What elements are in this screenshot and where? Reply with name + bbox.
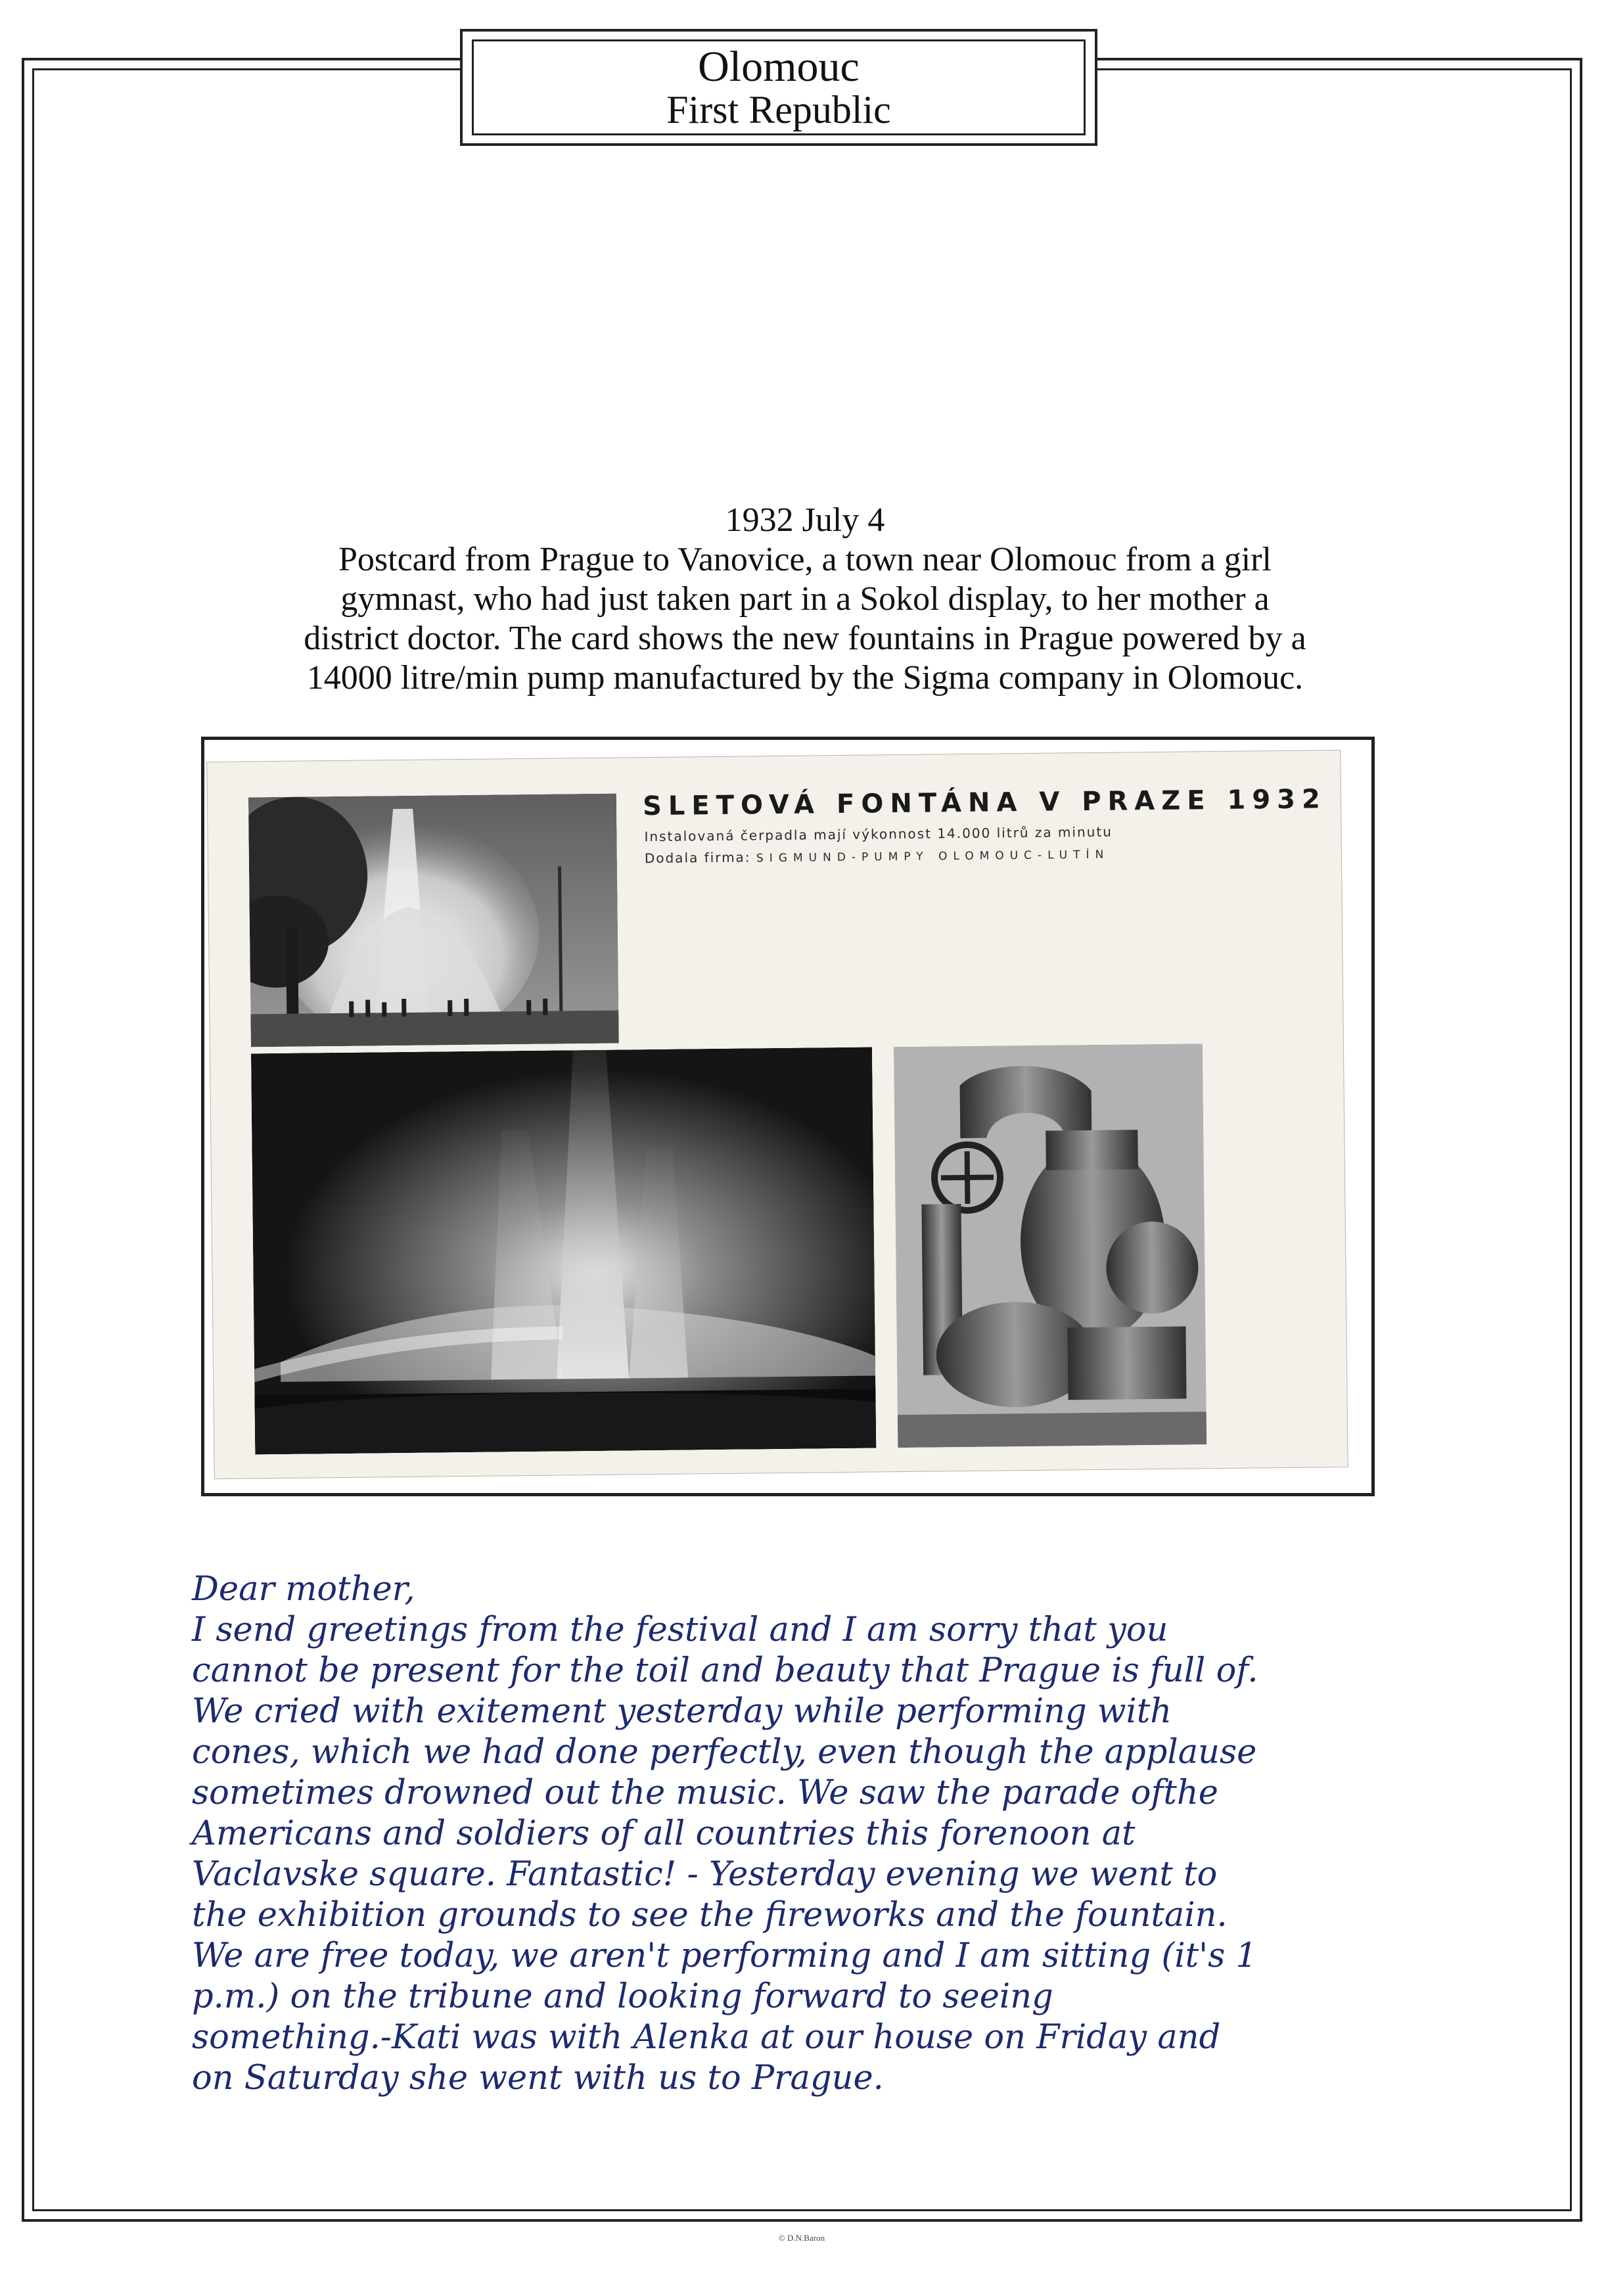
description-date: 1932 July 4 — [725, 501, 885, 539]
description-line: district doctor. The card shows the new fountains in Prague powered by a — [304, 620, 1306, 657]
pump-machinery-image — [894, 1044, 1206, 1448]
description-line: 14000 litre/min pump manufactured by the Sigma company in Olomouc. — [306, 659, 1304, 697]
letter-line: Americans and soldiers of all countries this forenoon at — [192, 1814, 1136, 1853]
postcard — [206, 750, 1348, 1479]
description-line: gymnast, who had just taken part in a Sokol display, to her mother a — [340, 580, 1270, 618]
postcard-supplier-company: SIGMUND-PUMPY OLOMOUC-LUTÍN — [756, 848, 1110, 865]
description-line: Postcard from Prague to Vanovice, a town near Olomouc from a girl — [338, 541, 1272, 578]
letter-line: Dear mother, — [192, 1570, 415, 1609]
postcard-pump-capacity: Instalovaná čerpadla mají výkonnost 14.000 litrů za minutu — [644, 823, 1113, 845]
letter-line: sometimes drowned out the music. We saw the parade ofthe — [192, 1774, 1218, 1812]
title-box — [460, 29, 1097, 146]
pump-machinery-photo — [894, 1044, 1206, 1448]
letter-line: on Saturday she went with us to Prague. — [192, 2059, 884, 2098]
title-box-inner — [472, 39, 1086, 135]
letter-line: Vaclavske square. Fantastic! - Yesterday evening we went to — [192, 1855, 1218, 1894]
handwritten-letter-transcript — [192, 1569, 1427, 2099]
fountain-daytime-image — [248, 794, 619, 1047]
fountain-daytime-photo — [248, 794, 619, 1047]
letter-line: something.-Kati was with Alenka at our house on Friday and — [192, 2018, 1221, 2057]
letter-line: We are free today, we aren't performing and I am sitting (it's 1 — [192, 1937, 1257, 1975]
letter-line: the exhibition grounds to see the fireworks and the fountain. — [192, 1896, 1228, 1935]
page-subtitle: First Republic — [666, 88, 891, 131]
copyright-notice: © D.N.Baron — [778, 2233, 825, 2243]
postcard-supplier-prefix: Dodala firma: — [644, 849, 751, 867]
postcard-supplier — [645, 844, 1236, 866]
postcard-heading: SLETOVÁ FONTÁNA V PRAZE 1932 — [642, 784, 1327, 822]
page-title: Olomouc — [698, 43, 860, 91]
letter-line: cannot be present for the toil and beauty that Prague is full of. — [192, 1651, 1258, 1690]
fountain-night-image — [251, 1047, 876, 1454]
description — [191, 501, 1419, 698]
letter-line: cones, which we had done perfectly, even though the applause — [192, 1733, 1257, 1772]
letter-line: I send greetings from the festival and I am sorry that you — [192, 1611, 1168, 1649]
letter-line: We cried with exitement yesterday while performing with — [192, 1692, 1172, 1731]
fountain-night-photo — [251, 1047, 876, 1454]
letter-line: p.m.) on the tribune and looking forward to seeing — [192, 1977, 1053, 2016]
